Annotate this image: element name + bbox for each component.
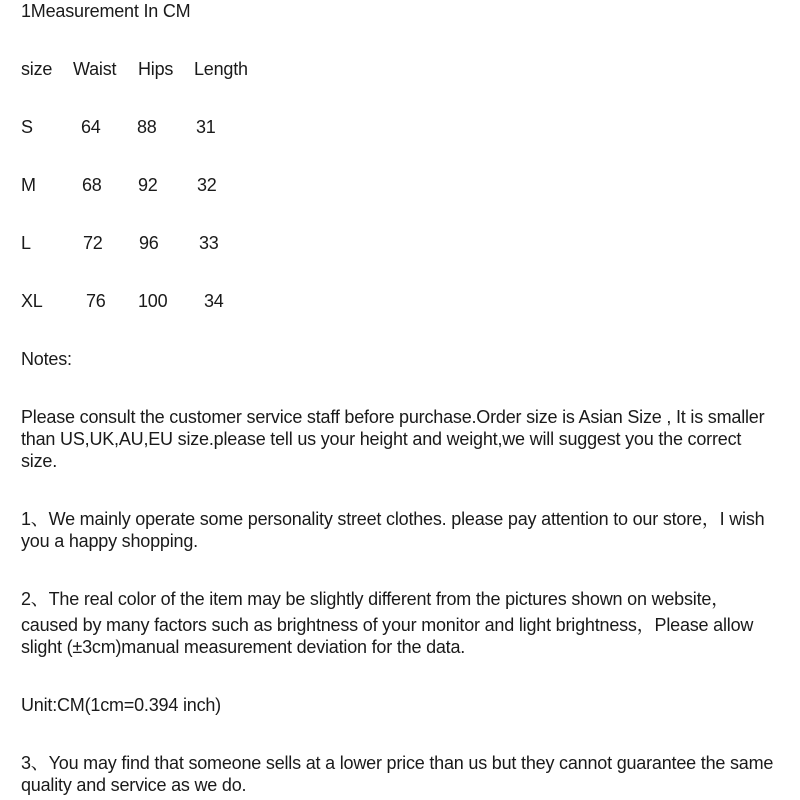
page-heading: 1Measurement In CM <box>21 1 191 21</box>
row-length: 33 <box>199 233 219 253</box>
header-waist: Waist <box>73 59 117 79</box>
header-hips: Hips <box>138 59 174 79</box>
row-hips: 88 <box>137 117 157 137</box>
row-hips: 100 <box>138 291 168 311</box>
header-length: Length <box>194 59 248 79</box>
row-length: 34 <box>204 291 224 311</box>
note-2-first-line: 2、The real color of the item may be slightly different from the pictures shown on website， <box>21 589 730 609</box>
row-length: 32 <box>197 175 217 195</box>
row-waist: 76 <box>86 291 106 311</box>
row-length: 31 <box>196 117 216 137</box>
note-3: 3、You may find that someone sells at a lower price than us but they cannot guarantee the same quality and service as we do. <box>21 753 774 795</box>
row-waist: 68 <box>82 175 102 195</box>
row-size: S <box>21 117 33 137</box>
row-hips: 92 <box>138 175 158 195</box>
notes-label: Notes: <box>21 349 72 369</box>
row-size: XL <box>21 291 43 311</box>
header-size: size <box>21 59 53 79</box>
consult-paragraph: Please consult the customer service staff before purchase.Order size is Asian Size , It is smaller than US,UK,AU,EU size.please tell us your height and weight,we will suggest you the correct size. <box>21 407 765 471</box>
row-waist: 64 <box>81 117 101 137</box>
row-size: M <box>21 175 36 195</box>
row-size: L <box>21 233 31 253</box>
note-1: 1、We mainly operate some personality street clothes. please pay attention to our store，I wish you a happy shopping. <box>21 509 765 551</box>
unit-conversion: Unit:CM(1cm=0.394 inch) <box>21 695 221 715</box>
note-2-continued: caused by many factors such as brightness of your monitor and light brightness，Please allow slight (±3cm)manual measurement deviation for the data. <box>21 615 754 657</box>
row-waist: 72 <box>83 233 103 253</box>
row-hips: 96 <box>139 233 159 253</box>
